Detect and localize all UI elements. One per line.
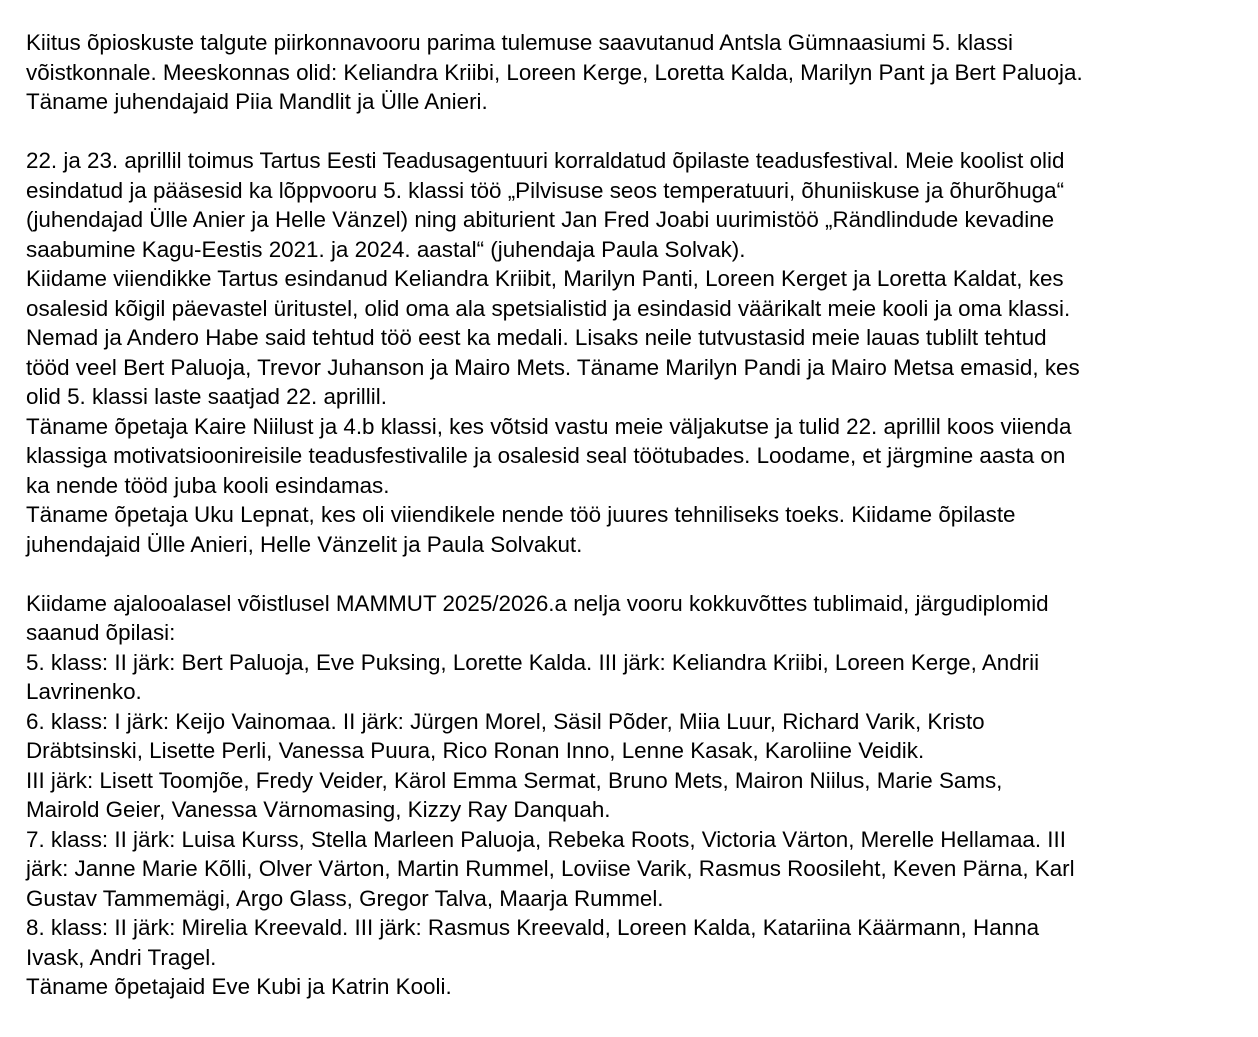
text-line: 5. klass: II järk: Bert Paluoja, Eve Puksing, Lorette Kalda. III järk: Keliandra Kriibi, Loreen Kerge, Andrii <box>26 649 1040 675</box>
text-line: esindatud ja pääsesid ka lõppvooru 5. klassi töö „Pilvisuse seos temperatuuri, õhuniiskuse ja õhurõhuga“ <box>26 177 1065 203</box>
paragraph-teadusfestival <box>26 146 1248 559</box>
text-line: tööd veel Bert Paluoja, Trevor Juhanson ja Mairo Mets. Täname Marilyn Pandi ja Mairo Metsa emasid, kes <box>26 354 1080 380</box>
document-body <box>26 28 1248 1002</box>
text-line: Nemad ja Andero Habe said tehtud töö eest ka medali. Lisaks neile tutvustasid meie lauas tublilt tehtud <box>26 325 1047 350</box>
paragraph-mammut-voistlus <box>26 589 1248 1002</box>
text-line: Mairold Geier, Vanessa Värnomasing, Kizzy Ray Danquah. <box>26 797 611 822</box>
text-line: III järk: Lisett Toomjõe, Fredy Veider, Kärol Emma Sermat, Bruno Mets, Mairon Niilus, Marie Sams, <box>26 767 1003 793</box>
text-line: järk: Janne Marie Kõlli, Olver Värton, Martin Rummel, Loviise Varik, Rasmus Roosileht, Keven Pärna, Karl <box>26 856 1075 881</box>
paragraph-spacer <box>26 559 1248 589</box>
paragraph-oppioskuste-talgud <box>26 28 1248 117</box>
text-line: klassiga motivatsioonireisile teadusfestivalile ja osalesid seal töötubades. Loodame, et järgmine aasta on <box>26 443 1066 468</box>
text-line: Täname õpetaja Uku Lepnat, kes oli viiendikele nende töö juures tehniliseks toeks. Kiidame õpilaste <box>26 502 1016 527</box>
text-line: 6. klass: I järk: Keijo Vainomaa. II järk: Jürgen Morel, Säsil Põder, Miia Luur, Richard Varik, Kristo <box>26 708 985 734</box>
paragraph-spacer <box>26 117 1248 147</box>
text-line: 8. klass: II järk: Mirelia Kreevald. III järk: Rasmus Kreevald, Loreen Kalda, Katariina Käärmann, Hanna <box>26 915 1040 940</box>
text-line: Täname õpetajaid Eve Kubi ja Katrin Kooli. <box>26 974 452 999</box>
text-line: Kiidame viiendikke Tartus esindanud Keliandra Kriibit, Marilyn Panti, Loreen Kerget ja Loretta Kaldat, kes <box>26 266 1064 291</box>
text-line: 22. ja 23. aprillil toimus Tartus Eesti Teadusagentuuri korraldatud õpilaste teadusfestival. Meie koolist olid <box>26 148 1065 173</box>
text-line: saanud õpilasi: <box>26 620 176 645</box>
text-line: Täname juhendajaid Piia Mandlit ja Ülle Anieri. <box>26 89 488 114</box>
text-line: Kiitus õpioskuste talgute piirkonnavooru parima tulemuse saavutanud Antsla Gümnaasiumi 5. klassi <box>26 30 1013 55</box>
text-line: ka nende tööd juba kooli esindamas. <box>26 472 390 498</box>
text-line: juhendajaid Ülle Anieri, Helle Vänzelit ja Paula Solvakut. <box>26 531 583 557</box>
text-line: Lavrinenko. <box>26 679 142 704</box>
text-line: võistkonnale. Meeskonnas olid: Keliandra Kriibi, Loreen Kerge, Loretta Kalda, Marilyn Pant ja Bert Paluoja. <box>26 59 1083 85</box>
text-line: Täname õpetaja Kaire Niilust ja 4.b klassi, kes võtsid vastu meie väljakutse ja tulid 22. aprillil koos viienda <box>26 413 1072 439</box>
text-line: 7. klass: II järk: Luisa Kurss, Stella Marleen Paluoja, Rebeka Roots, Victoria Värton, Merelle Hellamaa. III <box>26 826 1066 852</box>
text-line: olid 5. klassi laste saatjad 22. aprillil. <box>26 384 387 409</box>
text-line: Ivask, Andri Tragel. <box>26 944 217 970</box>
text-line: saabumine Kagu-Eestis 2021. ja 2024. aastal“ (juhendaja Paula Solvak). <box>26 236 746 262</box>
text-line: Kiidame ajalooalasel võistlusel MAMMUT 2025/2026.a nelja vooru kokkuvõttes tublimaid, järgudiplomid <box>26 590 1049 616</box>
text-line: Gustav Tammemägi, Argo Glass, Gregor Talva, Maarja Rummel. <box>26 885 664 911</box>
text-line: (juhendajad Ülle Anier ja Helle Vänzel) ning abiturient Jan Fred Joabi uurimistöö „Rändlindude kevadine <box>26 207 1055 232</box>
text-line: osalesid kõigil päevastel üritustel, olid oma ala spetsialistid ja esindasid väärikalt meie kooli ja oma klassi. <box>26 295 1071 321</box>
text-line: Dräbtsinski, Lisette Perli, Vanessa Puura, Rico Ronan Inno, Lenne Kasak, Karoliine Veidik. <box>26 738 925 763</box>
